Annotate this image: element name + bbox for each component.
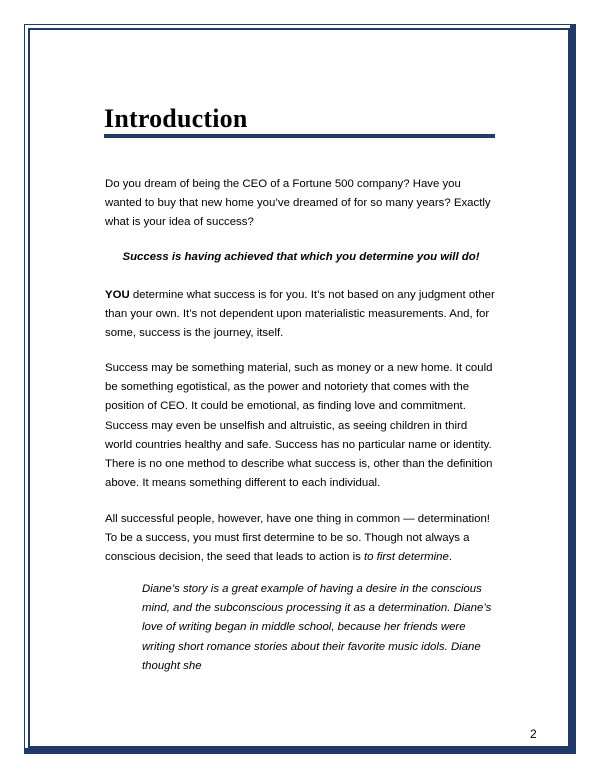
heading-underline (104, 134, 495, 138)
paragraph-you-determine (105, 286, 497, 344)
paragraph-determination-end: . (448, 551, 452, 564)
success-definition: Success is having achieved that which you determine you will do! (122, 251, 480, 263)
emphasis-first-determine: to first determine (363, 551, 449, 564)
paragraph-determination-text: To be a success, you must first determine to be so. Though not always a conscious decision, the seed that leads to action is (105, 532, 470, 564)
paragraph-determination-first-line: All successful people, however, have one thing in common — determination! (105, 513, 490, 525)
paragraph-you-determine-text: determine what success is for you. It’s not based on any judgment other than your own. It’s not dependent upon materialistic measurements. And, for some, success is the journey, itself. (105, 289, 495, 340)
paragraph-success-may-be: Success may be something material, such as money or a new home. It could be something egotistical, as the power and notoriety that comes with the position of CEO. It could be emotional, as finding love and commitment. Success may even be unselfish and altruistic, as seeing children in third world countries healthy and safe. Success has no particular name or identity. There is no one method to describe what success is, other than the definition above. It means something different to each individual. (105, 362, 493, 490)
paragraph-intro: Do you dream of being the CEO of a Fortune 500 company? Have you wanted to buy that new home you’ve dreamed of for so many years? Exactly what is your idea of success? (105, 178, 491, 229)
diane-story-quote: Diane’s story is a great example of having a desire in the conscious mind, and the subconscious processing it as a determination. Diane’s love of writing began in middle school, because her friends were writing short romance stories about their favorite music idols. Diane thought she (142, 583, 492, 672)
emphasis-you: YOU (105, 289, 130, 301)
page-number: 2 (530, 727, 537, 741)
section-heading: Introduction (104, 104, 248, 133)
paragraph-determination (105, 510, 497, 568)
